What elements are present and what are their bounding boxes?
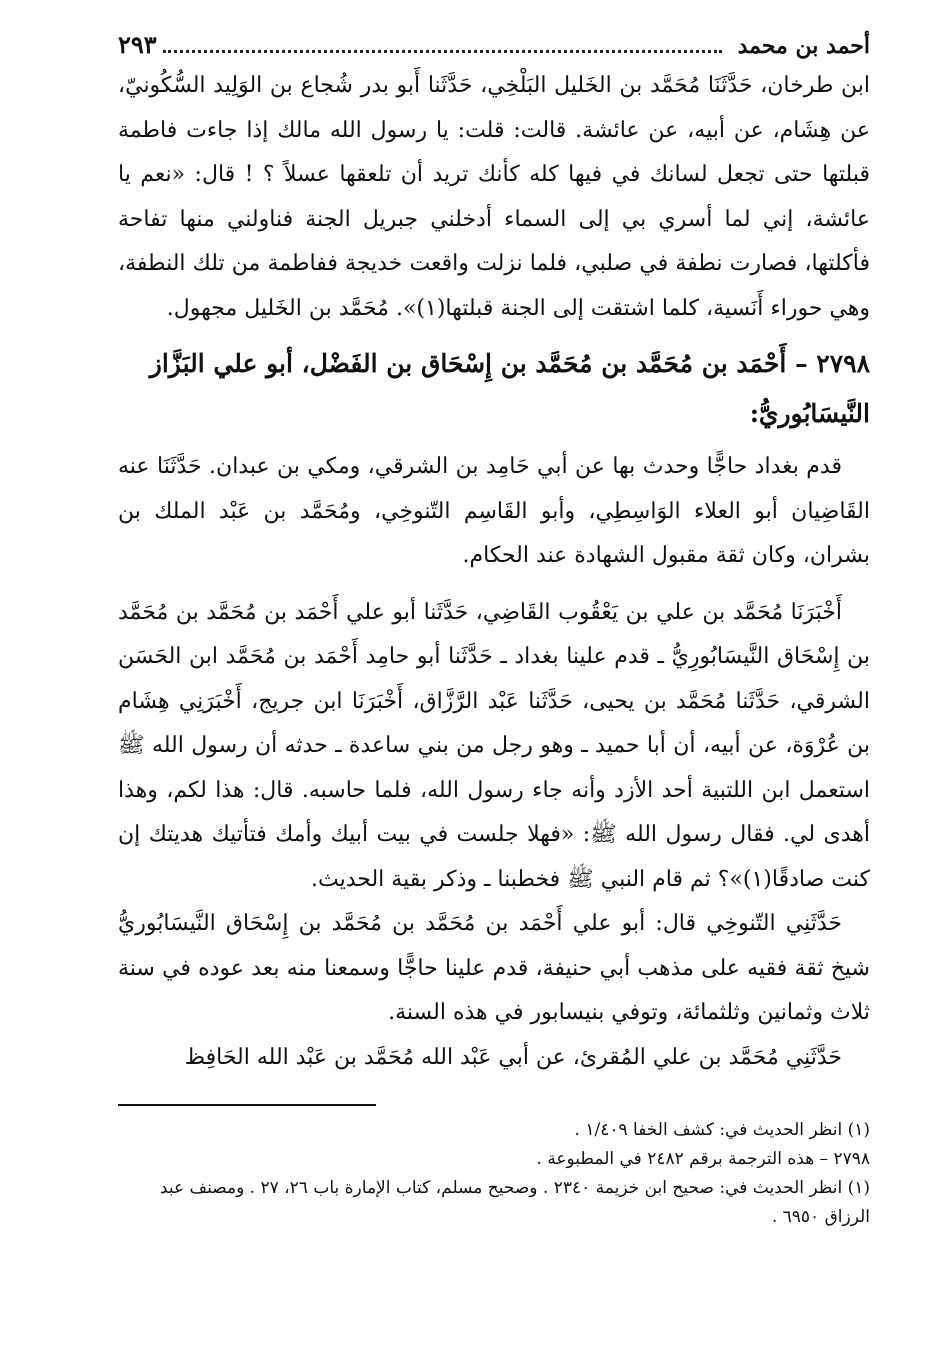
- body-paragraph-biography: قدم بغداد حاجًّا وحدث بها عن أبي حَامِد بن الشرقي، ومكي بن عبدان. حَدَّثَنَا عنه القَاضِيان أبو العلاء الوَاسِطِي، وأبو القَاسِم التّنوخِي، ومُحَمَّد بن عَبْد الملك بن بشران، وكان ثقة مقبول الشهادة عند الحكام.: [118, 454, 870, 568]
- running-header-title: أحمد بن محمد: [737, 33, 870, 59]
- running-header: [118, 28, 870, 64]
- body-paragraph-hadith: أَخْبَرَنَا مُحَمَّد بن علي بن يَعْقُوب القَاضِي، حَدَّثَنا أبو علي أَحْمَد بن مُحَمَّد بن مُحَمَّد بن إِسْحَاق النَّيسَابُورِيُّ ـ قدم علينا بغداد ـ حَدَّثَنا أبو حامِد أَحْمَد بن مُحَمَّد ابن الحَسَن الشرقي، حَدَّثَنا مُحَمَّد بن يحيى، حَدَّثَنا عَبْد الرَّزَّاق، أَخْبَرَنَا ابن جريج، أَخْبَرَنِي هِشَام بن عُرْوَة، عن أبيه، أن أبا حميد ـ وهو رجل من بني ساعدة ـ حدثه أن رسول الله ﷺ استعمل ابن اللتبية أحد الأزد وأنه جاء رسول الله، فلما حاسبه. قال: هذا لكم، وهذا أهدى لي. فقال رسول الله ﷺ: «فهلا جلست في بيت أبيك وأمك فتأتيك هديتك إن كنت صادقًا(١)»؟ ثم قام النبي ﷺ فخطبنا ـ وذكر بقية الحديث.: [118, 599, 870, 892]
- footnotes: [118, 1116, 870, 1232]
- footnote-entry-note: ٢٧٩٨ – هذه الترجمة برقم ٢٤٨٢ في المطبوعة .: [536, 1149, 870, 1169]
- page-number: ٢٩٣: [118, 30, 157, 59]
- footnote-separator: [118, 1104, 376, 1106]
- footnote-1: (١) انظر الحديث في: كشف الخفا ١/٤٠٩ .: [574, 1120, 870, 1140]
- footnote-2: (١) انظر الحديث في: صحيح ابن خزيمة ٢٣٤٠ . وصحيح مسلم، كتاب الإمارة باب ٢٦، ٢٧ . ومصنف عبد الرزاق ٦٩٥٠ .: [159, 1178, 870, 1227]
- body-paragraph-continuation: ابن طرخان، حَدَّثَنَا مُحَمَّد بن الخَليل البَلْخِي، حَدَّثَنا أَبو بدر شُجاع بن الوَلِيد السُّكُونيّ، عن هِشَام، عن أبيه، عن عائشة. قالت: قلت: يا رسول الله مالك إذا جاءت فاطمة قبلتها حتى تجعل لسانك في فيها كله كأنك تريد أن تلعقها عسلاً ؟ ! قال: «نعم يا عائشة، إني لما أسري بي إلى السماء أدخلني جبريل الجنة فناولني منها تفاحة فأكلتها، فصارت نطفة في صلبي، فلما نزلت واقعت خديجة ففاطمة من تلك النطفة، وهي حوراء أَنَسية، كلما اشتقت إلى الجنة قبلتها(١)». مُحَمَّد بن الخَليل مجهول.: [118, 73, 870, 321]
- running-header-leader-dots: [163, 49, 722, 53]
- body-paragraph-muqri: حَدَّثَنِي مُحَمَّد بن علي المُقرئ، عن أبي عَبْد الله مُحَمَّد بن عَبْد الله الحَافِظ: [184, 1044, 842, 1070]
- body-paragraph-tanukhi: حَدَّثَنِي التّنوخِي قال: أبو علي أَحْمَد بن مُحَمَّد بن مُحَمَّد بن إِسْحَاق النَّيسَابُوريُّ شيخ ثقة فقيه على مذهب أبي حنيفة، قدم علينا حاجًّا وسمعنا منه بعد عوده في سنة ثلاث وثمانين وثلثمائة، وتوفي بنيسابور في هذه السنة.: [118, 911, 870, 1025]
- page: [118, 28, 870, 1232]
- entry-heading: ٢٧٩٨ – أَحْمَد بن مُحَمَّد بن مُحَمَّد بن إِسْحَاق بن الفَضْل، أبو علي البَزَّاز النَّيسَابُوريُّ:: [149, 349, 870, 428]
